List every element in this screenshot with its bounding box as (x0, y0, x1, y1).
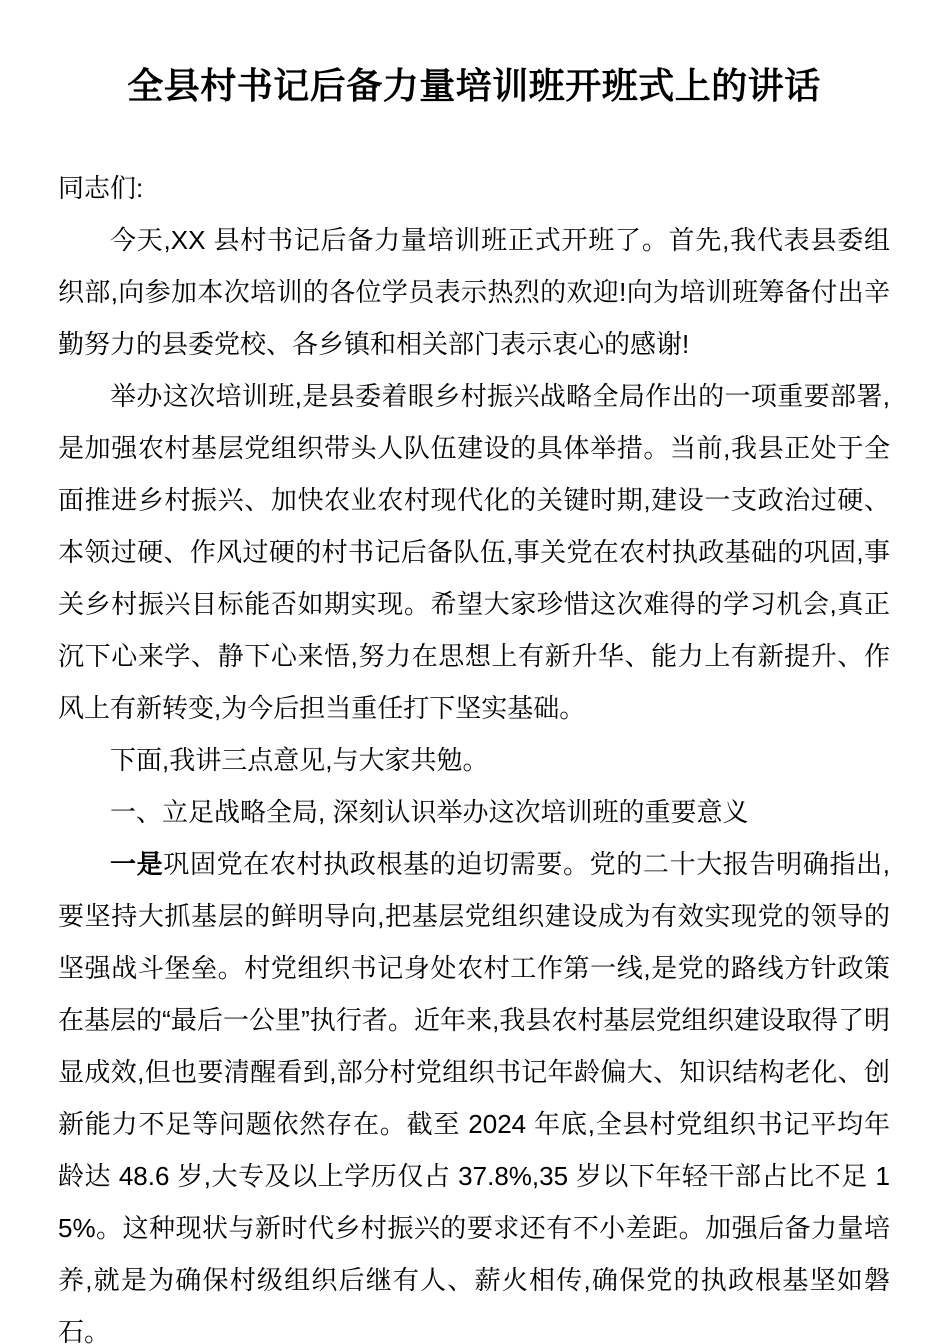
paragraph-significance: 举办这次培训班,是县委着眼乡村振兴战略全局作出的一项重要部署,是加强农村基层党组织带头人队伍建设的具体举措。当前,我县正处于全面推进乡村振兴、加快农业农村现代化的关键时期,建设一支政治过硬、本领过硬、作风过硬的村书记后备队伍,事关党在农村执政基础的巩固,事关乡村振兴目标能否如期实现。希望大家珍惜这次难得的学习机会,真正沉下心来学、静下心来悟,努力在思想上有新升华、能力上有新提升、作风上有新转变,为今后担当重任打下坚实基础。 (58, 381, 890, 723)
document-body (58, 162, 890, 1344)
point-one-body: 巩固党在农村执政根基的迫切需要。党的二十大报告明确指出,要坚持大抓基层的鲜明导向,把基层党组织建设成为有效实现党的领导的坚强战斗堡垒。村党组织书记身处农村工作第一线,是党的路线方针政策在基层的“最后一公里”执行者。近年来,我县农村基层党组织建设取得了明显成效,但也要清醒看到,部分村党组织书记年龄偏大、知识结构老化、创新能力不足等问题依然存在。截至 2024 年底,全县村党组织书记平均年龄达 48.6 岁,大专及以上学历仅占 37.8%,35 岁以下年轻干部占比不足 15%。这种现状与新时代乡村振兴的要求还有不小差距。加强后备力量培养,就是为确保村级组织后继有人、薪火相传,确保党的执政根基坚如磐石。 (58, 849, 890, 1344)
point-one-lead: 一是 (110, 849, 164, 879)
salutation: 同志们: (58, 173, 144, 203)
document-title: 全县村书记后备力量培训班开班式上的讲话 (127, 65, 821, 106)
paragraph-transition: 下面,我讲三点意见,与大家共勉。 (110, 745, 489, 775)
section-heading-one: 一、立足战略全局, 深刻认识举办这次培训班的重要意义 (110, 797, 749, 827)
paragraph-opening: 今天,XX 县村书记后备力量培训班正式开班了。首先,我代表县委组织部,向参加本次培训的各位学员表示热烈的欢迎!向为培训班筹备付出辛勤努力的县委党校、各乡镇和相关部门表示衷心的感谢! (58, 225, 890, 359)
paragraph-point-one (58, 838, 890, 1344)
